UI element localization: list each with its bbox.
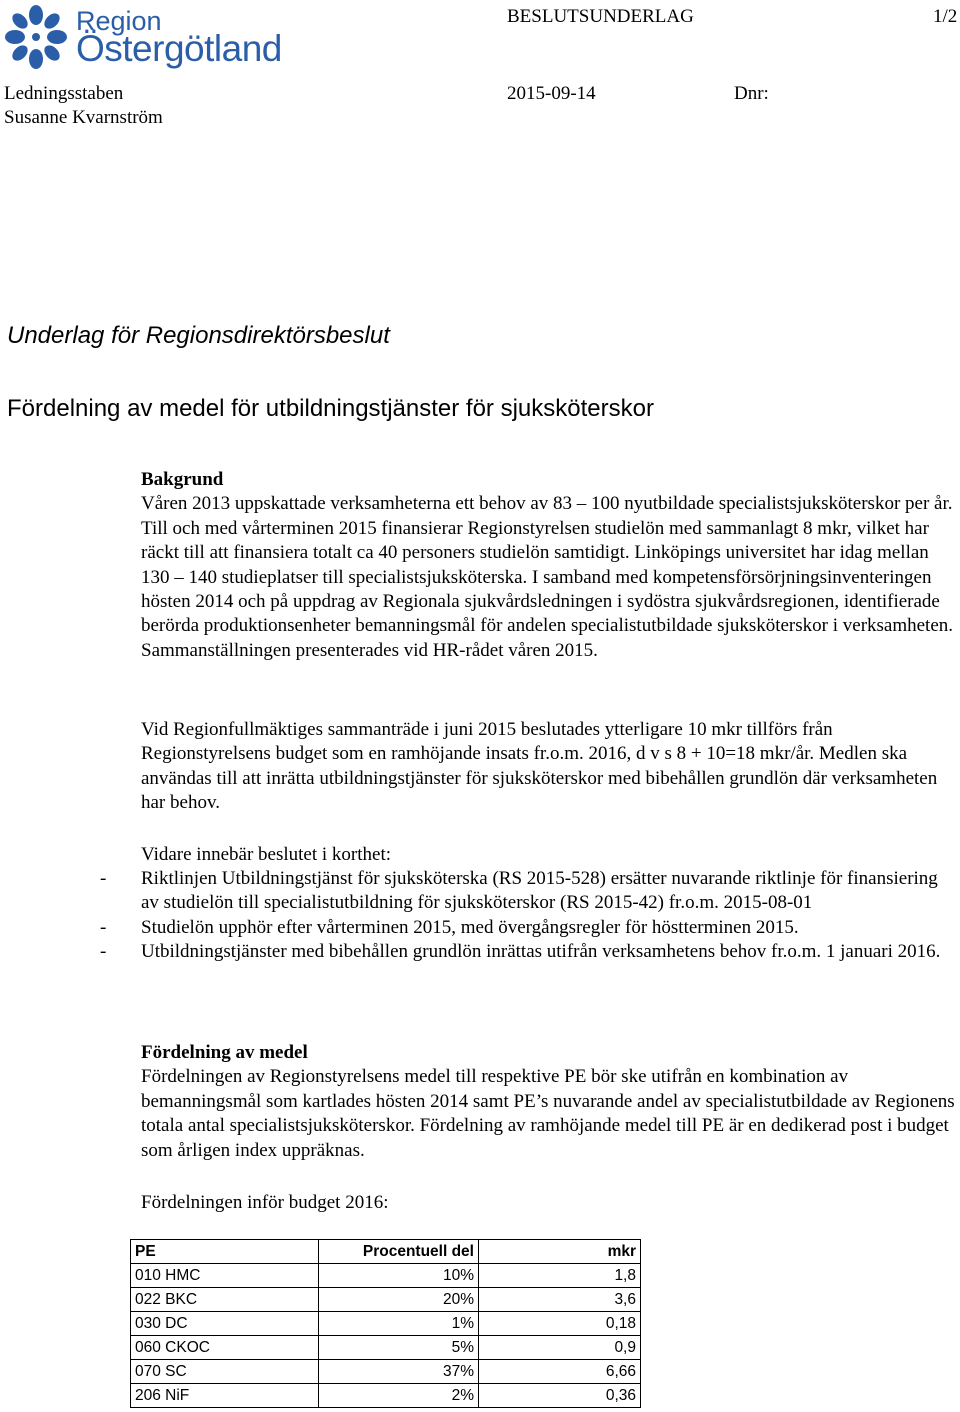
- cell-pe: 206 NiF: [131, 1384, 319, 1408]
- cell-percent: 1%: [319, 1312, 479, 1336]
- table-header-row: [131, 1240, 641, 1264]
- bullet-dash: -: [100, 916, 107, 938]
- column-header-percent: Procentuell del: [319, 1240, 479, 1264]
- cell-pe: 030 DC: [131, 1312, 319, 1336]
- column-header-pe: PE: [131, 1240, 319, 1264]
- table-row: [131, 1312, 641, 1336]
- cell-mkr: 0,18: [479, 1312, 641, 1336]
- cell-percent: 10%: [319, 1264, 479, 1288]
- flower-emblem-icon: [4, 4, 68, 70]
- registration-number: Dnr:: [734, 83, 769, 104]
- page-number: 1/2: [933, 6, 958, 27]
- bullet-text: Utbildningstjänster med bibehållen grundlön inrättas utifrån verksamhetens behov fr.o.m. 1 januari 2016.: [141, 941, 941, 963]
- decision-bullet-list: [100, 867, 958, 965]
- cell-percent: 2%: [319, 1384, 479, 1408]
- background-section: [141, 468, 959, 663]
- cell-mkr: 3,6: [479, 1288, 641, 1312]
- table-row: [131, 1264, 641, 1288]
- bullet-dash: -: [100, 868, 107, 889]
- cell-mkr: 0,9: [479, 1336, 641, 1360]
- table-row: [131, 1384, 641, 1408]
- list-item: [100, 940, 958, 964]
- distribution-paragraph-2: Fördelningen inför budget 2016:: [141, 1192, 389, 1213]
- document-title: Fördelning av medel för utbildningstjänster för sjuksköterskor: [7, 395, 654, 422]
- list-item: [100, 867, 958, 916]
- list-item: [100, 916, 958, 940]
- cell-pe: 060 CKOC: [131, 1336, 319, 1360]
- cell-percent: 20%: [319, 1288, 479, 1312]
- bullet-text: Studielön upphör efter vårterminen 2015, med övergångsregler för höstterminen 2015.: [141, 916, 799, 938]
- logo-text-region: Region: [76, 6, 162, 36]
- cell-mkr: 1,8: [479, 1264, 641, 1288]
- budget-intro: [141, 1191, 959, 1215]
- summary-intro: [141, 843, 959, 867]
- section-heading-distribution: Fördelning av medel: [141, 1042, 308, 1063]
- document-subtitle: Underlag för Regionsdirektörsbeslut: [7, 322, 390, 349]
- department: Ledningsstaben: [4, 83, 124, 104]
- section-heading-background: Bakgrund: [141, 469, 224, 490]
- distribution-paragraph-1: Fördelningen av Regionstyrelsens medel till respektive PE bör ske utifrån en kombination av bemanningsmål som kartlades hösten 2014 samt PE’s nuvarande andel av specialistutbildade av Regionens totala antal specialistsjuksköterskor. Fördelning av ramhöjande medel till PE är en dedikerad post i budget som årligen index uppräknas.: [141, 1066, 955, 1161]
- distribution-section: [141, 1041, 959, 1163]
- distribution-table: [130, 1239, 641, 1408]
- bullet-dash: -: [100, 941, 107, 963]
- background-paragraph-2: Vid Regionfullmäktiges sammanträde i juni 2015 beslutades ytterligare 10 mkr tillförs från Regionstyrelsens budget som en ramhöjande insats fr.o.m. 2016, d v s 8 + 10=18 mkr/år. Medlen ska användas till att inrätta utbildningstjänster för sjuksköterskor med bibehållen grundlön där verksamheten har behov.: [141, 719, 938, 814]
- cell-pe: 070 SC: [131, 1360, 319, 1384]
- background-paragraph-1: Våren 2013 uppskattade verksamheterna ett behov av 83 – 100 nyutbildade specialistsjuksköterskor per år. Till och med vårterminen 2015 finansierar Regionstyrelsen studielön med sammanlagt 8 mkr, vilket har räckt till att finansiera totalt ca 40 personers studielön samtidigt. Linköpings universitet har idag mellan 130 – 140 studieplatser till specialistsjuksköterska. I samband med kompetensförsörjningsinventeringen hösten 2014 och på uppdrag av Regionala sjukvårdsledningen i sydöstra sjukvårdsregionen, identifierade berörda produktionsenheter bemanningsmål för andelen specialistutbildade sjuksköterskor i verksamheten. Sammanställningen presenterades vid HR-rådet våren 2015.: [141, 493, 954, 661]
- logo-text-county: Östergötland: [76, 28, 282, 69]
- cell-pe: 010 HMC: [131, 1264, 319, 1288]
- decision-paragraph: [141, 718, 959, 816]
- column-header-mkr: mkr: [479, 1240, 641, 1264]
- document-type: BESLUTSUNDERLAG: [507, 6, 694, 27]
- cell-mkr: 6,66: [479, 1360, 641, 1384]
- cell-percent: 5%: [319, 1336, 479, 1360]
- table-row: [131, 1336, 641, 1360]
- bullet-text: Riktlinjen Utbildningstjänst för sjuksköterska (RS 2015-528) ersätter nuvarande riktlinje för finansiering av studielön till specialistutbildning för sjuksköterskor (RS 2015-42) fr.o.m. 2015-08-01: [141, 868, 938, 914]
- background-paragraph-3: Vidare innebär beslutet i korthet:: [141, 844, 391, 865]
- document-date: 2015-09-14: [507, 83, 596, 104]
- table-row: [131, 1360, 641, 1384]
- author: Susanne Kvarnström: [4, 107, 163, 128]
- cell-pe: 022 BKC: [131, 1288, 319, 1312]
- cell-mkr: 0,36: [479, 1384, 641, 1408]
- cell-percent: 37%: [319, 1360, 479, 1384]
- table-row: [131, 1288, 641, 1312]
